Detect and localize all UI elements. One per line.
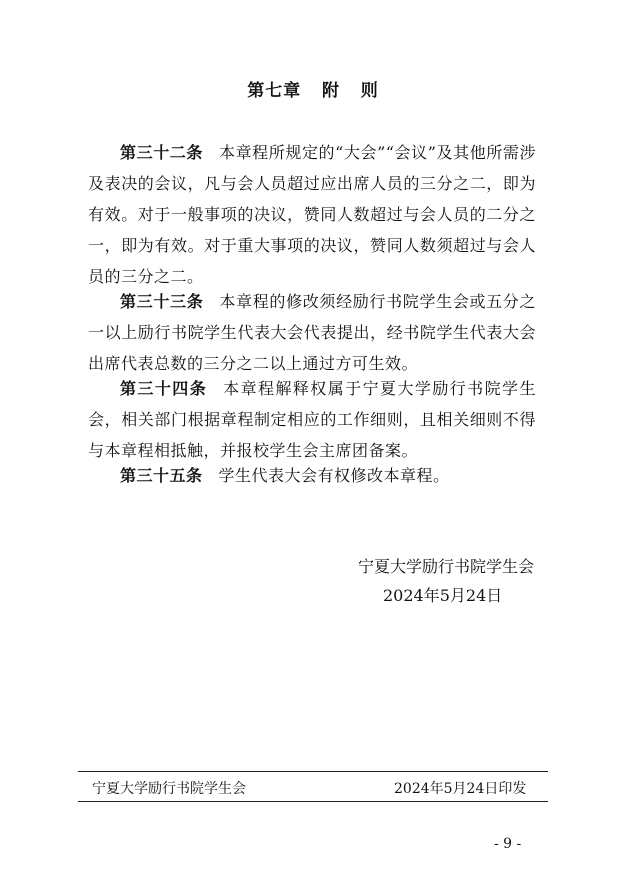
chapter-title: 第七章 附 则 bbox=[247, 81, 379, 101]
article-label: 第三十二条 bbox=[120, 143, 203, 162]
article-32 bbox=[88, 137, 536, 292]
footer-organization: 宁夏大学励行书院学生会 bbox=[92, 781, 246, 797]
article-34 bbox=[88, 373, 536, 466]
signature-date: 2024年5月24日 bbox=[383, 586, 503, 605]
footer-bottom-rule bbox=[78, 801, 548, 802]
article-text: 本章程的修改须经励行书院学生会或五分之一以上励行书院学生代表大会代表提出，经书院学生代表大会出席代表总数的三分之二以上通过方可生效。 bbox=[88, 292, 536, 373]
article-label: 第三十四条 bbox=[120, 379, 208, 398]
article-text: 本章程所规定的“大会”“会议”及其他所需涉及表决的会议，凡与会人员超过应出席人员的三分之二，即为有效。对于一般事项的决议，赞同人数超过与会人员的二分之一，即为有效。对于重大事项的决议，赞同人数须超过与会人员的三分之二。 bbox=[88, 143, 536, 286]
article-text: 本章程解释权属于宁夏大学励行书院学生会，相关部门根据章程制定相应的工作细则，且相关细则不得与本章程相抵触，并报校学生会主席团备案。 bbox=[88, 379, 536, 460]
article-35 bbox=[88, 460, 536, 491]
footer-top-rule bbox=[78, 771, 548, 772]
article-label: 第三十五条 bbox=[120, 466, 203, 485]
article-33 bbox=[88, 286, 536, 379]
page-number: - 9 - bbox=[494, 836, 522, 852]
article-label: 第三十三条 bbox=[120, 292, 204, 311]
signature-organization: 宁夏大学励行书院学生会 bbox=[357, 557, 534, 576]
article-text: 学生代表大会有权修改本章程。 bbox=[218, 466, 450, 485]
footer-print-date: 2024年5月24日印发 bbox=[394, 781, 527, 797]
